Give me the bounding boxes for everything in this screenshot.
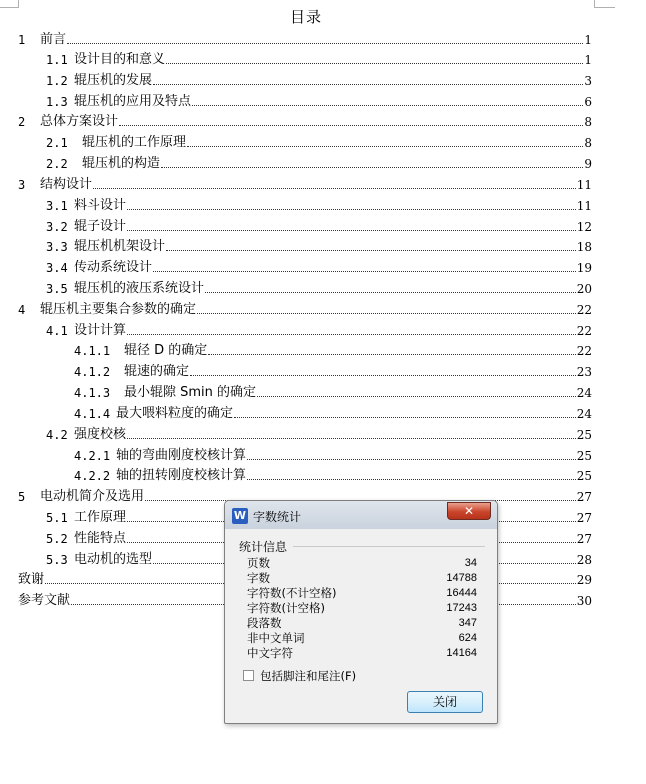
toc-entry-page: 25 <box>576 449 592 463</box>
toc-entry-text: 辊速的确定 <box>124 364 190 379</box>
toc-entry-page: 3 <box>584 74 592 88</box>
stat-label: 字符数(不计空格) <box>247 586 337 600</box>
wps-writer-icon: W <box>233 509 247 522</box>
toc-entry-text: 性能特点 <box>74 531 127 546</box>
toc-entry-text: 辊压机的工作原理 <box>82 135 187 150</box>
toc-entry-page: 1 <box>584 33 592 47</box>
toc-entry-number: 1.3 <box>46 95 68 109</box>
toc-entry-page: 22 <box>576 324 592 338</box>
dialog-body <box>231 529 491 718</box>
toc-entry-number: 5.3 <box>46 553 68 567</box>
toc-leader-dots <box>127 334 576 335</box>
toc-entry-text: 设计计算 <box>74 323 127 338</box>
stat-value: 34 <box>464 557 477 569</box>
stat-value: 347 <box>458 617 477 629</box>
toc-entry-page: 25 <box>576 469 592 483</box>
toc-leader-dots <box>127 209 576 210</box>
toc-entry-page: 9 <box>584 157 592 171</box>
include-footnotes-checkbox[interactable] <box>243 670 254 681</box>
toc-entry-text: 设计目的和意义 <box>74 52 166 67</box>
stat-row-non-chinese-words <box>247 631 477 646</box>
toc-entry-number: 4.1.4 <box>74 407 111 421</box>
close-button[interactable]: 关闭 <box>407 691 483 713</box>
toc-leader-dots <box>187 146 583 147</box>
toc-entry-page: 18 <box>576 240 592 254</box>
toc-leader-dots <box>192 105 583 106</box>
toc-leader-dots <box>153 271 576 272</box>
toc-entry-page: 19 <box>576 261 592 275</box>
stat-row-pages <box>247 556 477 571</box>
stat-label: 字符数(计空格) <box>247 601 325 615</box>
toc-entry-text: 电动机的选型 <box>74 552 153 567</box>
toc-entry-page: 28 <box>576 553 592 567</box>
toc-entry-page: 22 <box>576 303 592 317</box>
toc-entry-page: 27 <box>576 490 592 504</box>
toc-entry-page: 23 <box>576 365 592 379</box>
toc-entry <box>74 360 592 380</box>
toc-leader-dots <box>190 375 576 376</box>
toc-entry-number: 4.2 <box>46 428 68 442</box>
toc-entry-page: 8 <box>584 115 592 129</box>
toc-entry-text: 总体方案设计 <box>40 114 119 129</box>
toc-entry <box>46 131 592 151</box>
toc-entry-number: 3.2 <box>46 220 68 234</box>
toc-leader-dots <box>161 167 583 168</box>
stat-value: 14788 <box>446 572 477 584</box>
toc-entry-text: 工作原理 <box>74 510 127 525</box>
toc-entry-page: 1 <box>584 53 592 67</box>
group-divider <box>293 546 485 547</box>
toc-entry-text: 辊压机的应用及特点 <box>74 94 192 109</box>
toc-entry-text: 辊径 D 的确定 <box>124 343 208 358</box>
stat-row-chars-no-spaces <box>247 586 477 601</box>
toc-entry <box>46 235 592 255</box>
toc-leader-dots <box>127 230 576 231</box>
toc-entry <box>18 173 592 193</box>
toc-entry-number: 5 <box>18 490 26 504</box>
toc-entry-text: 最大喂料粒度的确定 <box>116 406 234 421</box>
toc-entry-page: 29 <box>576 573 592 587</box>
stat-label: 页数 <box>247 556 270 570</box>
toc-entry-number: 2.1 <box>46 136 68 150</box>
toc-leader-dots <box>93 188 576 189</box>
stat-value: 14164 <box>446 647 477 659</box>
toc-entry-number: 1.2 <box>46 74 68 88</box>
toc-entry <box>46 319 592 339</box>
toc-entry-number: 1.1 <box>46 53 68 67</box>
toc-entry <box>74 381 592 401</box>
close-icon[interactable]: ✕ <box>447 502 491 520</box>
toc-entry-number: 5.1 <box>46 511 68 525</box>
toc-entry-number: 3.5 <box>46 282 68 296</box>
toc-entry <box>46 423 592 443</box>
toc-entry-number: 3.3 <box>46 240 68 254</box>
toc-entry <box>46 256 592 276</box>
toc-entry-page: 27 <box>576 532 592 546</box>
toc-leader-dots <box>67 43 583 44</box>
toc-entry-number: 4 <box>18 303 26 317</box>
toc-entry <box>46 215 592 235</box>
toc-entry <box>18 28 592 48</box>
toc-entry-text: 轴的扭转刚度校核计算 <box>116 468 247 483</box>
toc-entry-number: 4.2.1 <box>74 449 111 463</box>
toc-leader-dots <box>247 479 576 480</box>
dialog-title: 字数统计 <box>253 510 302 524</box>
toc-entry <box>74 339 592 359</box>
toc-entry-text: 电动机简介及选用 <box>40 489 145 504</box>
toc-leader-dots <box>257 396 576 397</box>
toc-entry-text: 辊压机的构造 <box>82 156 161 171</box>
toc-entry <box>74 464 592 484</box>
toc-entry-text: 轴的弯曲刚度校核计算 <box>116 448 247 463</box>
toc-entry-text: 前言 <box>40 32 67 47</box>
toc-entry-page: 11 <box>576 199 592 213</box>
toc-entry-text: 辊压机的发展 <box>74 73 153 88</box>
toc-entry <box>46 69 592 89</box>
word-count-dialog <box>224 500 498 724</box>
toc-entry-page: 24 <box>576 386 592 400</box>
stat-value: 16444 <box>446 587 477 599</box>
toc-entry <box>18 110 592 130</box>
toc-leader-dots <box>166 63 583 64</box>
toc-entry-page: 27 <box>576 511 592 525</box>
toc-entry-page: 24 <box>576 407 592 421</box>
toc-entry-text: 传动系统设计 <box>74 260 153 275</box>
toc-entry <box>46 194 592 214</box>
stat-label: 字数 <box>247 571 270 585</box>
toc-entry-number: 4.1.3 <box>74 386 111 400</box>
toc-leader-dots <box>166 250 576 251</box>
stat-value: 17243 <box>446 602 477 614</box>
dialog-titlebar[interactable] <box>225 501 497 529</box>
toc-entry-text: 强度校核 <box>74 427 127 442</box>
stat-label: 段落数 <box>247 616 282 630</box>
toc-entry <box>74 402 592 422</box>
toc-entry-page: 25 <box>576 428 592 442</box>
stat-label: 非中文单词 <box>247 631 305 645</box>
toc-entry-number: 2.2 <box>46 157 68 171</box>
toc-leader-dots <box>197 313 576 314</box>
toc-entry-number: 4.2.2 <box>74 469 111 483</box>
stat-row-chinese-chars <box>247 646 477 661</box>
toc-entry-page: 12 <box>576 220 592 234</box>
stat-row-words <box>247 571 477 586</box>
include-footnotes-label[interactable]: 包括脚注和尾注(F) <box>260 669 357 683</box>
toc-entry-number: 2 <box>18 115 26 129</box>
toc-entry-page: 8 <box>584 136 592 150</box>
toc-entry-number: 4.1.1 <box>74 344 111 358</box>
toc-title: 目录 <box>289 8 322 26</box>
toc-entry-number: 4.1.2 <box>74 365 111 379</box>
toc-entry-number: 1 <box>18 33 26 47</box>
toc-entry-page: 11 <box>576 178 592 192</box>
toc-leader-dots <box>247 459 576 460</box>
toc-entry-text: 辊压机的液压系统设计 <box>74 281 205 296</box>
stat-label: 中文字符 <box>247 646 293 660</box>
toc-leader-dots <box>119 125 583 126</box>
toc-entry <box>74 444 592 464</box>
toc-entry-number: 5.2 <box>46 532 68 546</box>
toc-entry-page: 6 <box>584 95 592 109</box>
stat-row-chars-with-spaces <box>247 601 477 616</box>
toc-entry-text: 辊压机主要集合参数的确定 <box>40 302 197 317</box>
toc-entry-page: 30 <box>576 594 592 608</box>
toc-entry-number: 4.1 <box>46 324 68 338</box>
stat-value: 624 <box>458 632 477 644</box>
toc-entry-number: 3 <box>18 178 26 192</box>
toc-entry-number: 3.1 <box>46 199 68 213</box>
toc-entry <box>46 277 592 297</box>
toc-entry-text: 辊压机机架设计 <box>74 239 166 254</box>
toc-entry <box>46 152 592 172</box>
toc-leader-dots <box>234 417 576 418</box>
toc-entry-text: 致谢 <box>18 572 45 587</box>
toc-leader-dots <box>208 354 575 355</box>
toc-entry-page: 20 <box>576 282 592 296</box>
stat-row-paragraphs <box>247 616 477 631</box>
toc-entry-number: 3.4 <box>46 261 68 275</box>
toc-entry <box>46 48 592 68</box>
stats-group-label: 统计信息 <box>239 540 288 554</box>
toc-entry-text: 结构设计 <box>40 177 93 192</box>
toc-entry <box>18 298 592 318</box>
toc-entry <box>46 90 592 110</box>
toc-entry-text: 料斗设计 <box>74 198 127 213</box>
toc-leader-dots <box>127 438 576 439</box>
toc-entry-text: 最小辊隙 Smin 的确定 <box>124 385 257 400</box>
toc-entry-text: 辊子设计 <box>74 219 127 234</box>
toc-leader-dots <box>153 84 583 85</box>
toc-leader-dots <box>205 292 576 293</box>
toc-entry-page: 22 <box>576 344 592 358</box>
toc-entry-text: 参考文献 <box>18 593 71 608</box>
